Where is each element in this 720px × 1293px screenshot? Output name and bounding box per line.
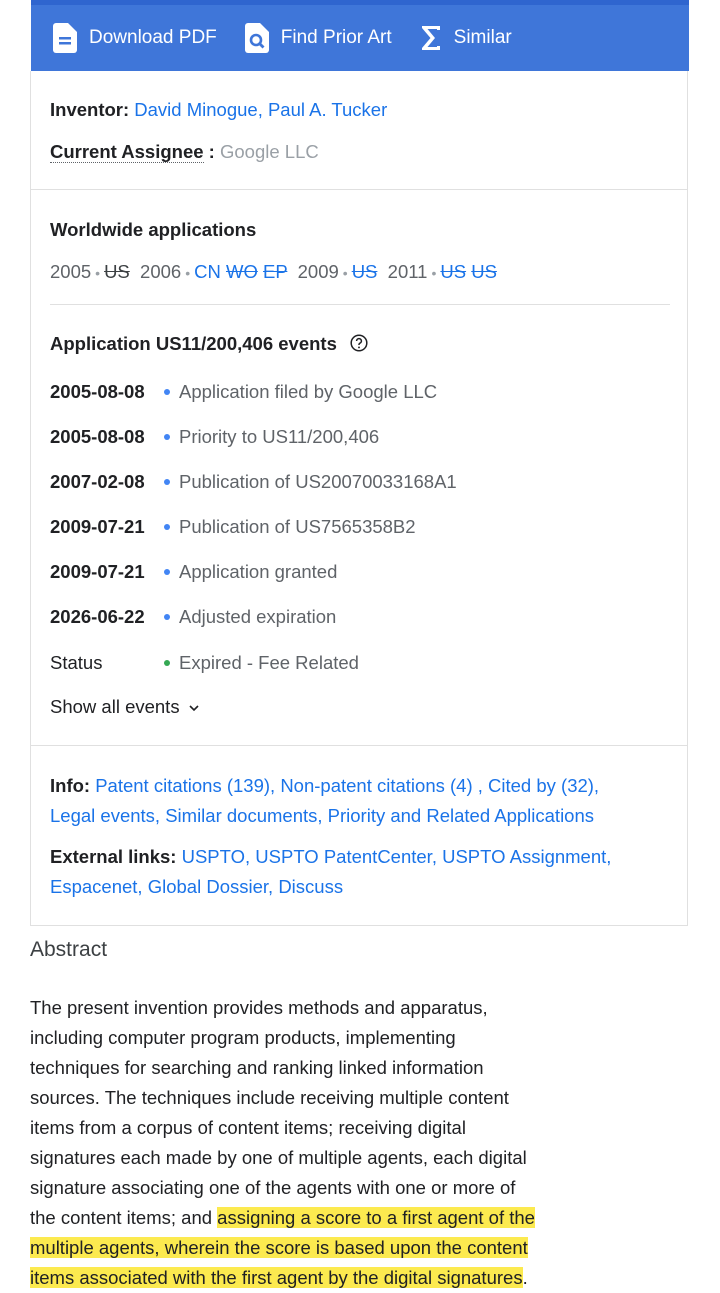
find-prior-art-button[interactable] (245, 23, 392, 53)
event-text: Publication of US7565358B2 (179, 516, 416, 537)
espacenet-link[interactable]: Espacenet, (50, 876, 143, 897)
event-dot (164, 389, 170, 395)
priority-related-link[interactable]: Priority and Related Applications (327, 805, 595, 826)
inventor-row: Inventor: David Minogue, Paul A. Tucker (50, 99, 388, 120)
year-2009: 2009 (297, 261, 339, 282)
year-2006: 2006 (140, 261, 182, 282)
country-code: US (104, 261, 130, 282)
cited-by-link[interactable]: Cited by (32), (488, 775, 600, 796)
abstract-body (30, 993, 590, 1293)
event-row (50, 381, 437, 403)
event-text: Publication of US20070033168A1 (179, 471, 457, 492)
event-date: 2005-08-08 (50, 426, 145, 447)
abstract-line (30, 1203, 590, 1233)
uspto-link[interactable]: USPTO, (181, 846, 251, 867)
status-label: Status (50, 652, 103, 673)
worldwide-timeline: 2005 • US 2006 • CN WO EP 2009 • US 2011 • US US (50, 261, 497, 282)
abstract-line: signatures each made by one of multiple agents, each digital (30, 1147, 527, 1168)
events-title: Application US11/200,406 events (50, 333, 337, 354)
assignee-row (50, 141, 319, 163)
inventor-label: Inventor: (50, 99, 130, 120)
event-text: Application granted (179, 561, 338, 582)
event-row (50, 516, 416, 538)
search-document-icon (245, 23, 269, 53)
global-dossier-link[interactable]: Global Dossier, (147, 876, 274, 897)
event-dot (164, 524, 170, 530)
download-pdf-button[interactable] (53, 23, 217, 53)
abstract-text: . (522, 1267, 528, 1288)
info-label: Info: (50, 775, 91, 796)
event-date: 2009-07-21 (50, 516, 145, 537)
chevron-down-icon (188, 703, 200, 713)
country-code-link[interactable]: WO (225, 261, 258, 282)
action-toolbar (31, 0, 689, 71)
abstract-text: the content items; and (30, 1207, 218, 1228)
event-row (50, 471, 457, 493)
status-text: Expired - Fee Related (179, 652, 359, 673)
country-code-link[interactable]: CN (194, 261, 221, 282)
assignee-label: Current Assignee (50, 141, 204, 162)
info-row-2 (50, 805, 594, 827)
abstract-line: including computer program products, implementing (30, 1027, 456, 1048)
external-links-row-2 (50, 876, 343, 898)
event-row (50, 561, 337, 583)
pdf-file-icon (53, 23, 77, 53)
divider (31, 189, 687, 190)
external-links-row (50, 846, 611, 868)
status-row (50, 652, 359, 674)
help-circle-icon[interactable] (350, 334, 368, 352)
worldwide-title: Worldwide applications (50, 219, 257, 240)
event-date: 2026-06-22 (50, 606, 145, 627)
highlighted-text: items associated with the first agent by the digital signatures (30, 1267, 523, 1288)
discuss-link[interactable]: Discuss (278, 876, 344, 897)
divider (50, 304, 670, 305)
abstract-title: Abstract (30, 938, 108, 961)
abstract-line: techniques for searching and ranking linked information (30, 1057, 484, 1078)
event-date: 2009-07-21 (50, 561, 145, 582)
non-patent-citations-link[interactable]: Non-patent citations (4) , (280, 775, 483, 796)
event-row (50, 426, 379, 448)
abstract-line (30, 1233, 590, 1263)
show-all-events-button[interactable] (50, 696, 200, 718)
show-all-events-label: Show all events (50, 696, 180, 717)
assignee-colon: : (203, 141, 220, 162)
patent-citations-link[interactable]: Patent citations (139), (95, 775, 276, 796)
inventor-link[interactable]: David Minogue (134, 99, 258, 120)
event-date: 2005-08-08 (50, 381, 145, 402)
info-row (50, 775, 599, 797)
event-dot (164, 479, 170, 485)
similar-button[interactable] (420, 25, 512, 51)
year-2011: 2011 (387, 261, 428, 282)
assignee-value: Google LLC (219, 141, 319, 162)
abstract-line (30, 1263, 590, 1293)
year-2005: 2005 (50, 261, 92, 282)
patent-info-card (30, 71, 688, 926)
abstract-line: sources. The techniques include receiving multiple content (30, 1087, 509, 1108)
uspto-patentcenter-link[interactable]: USPTO PatentCenter, (255, 846, 437, 867)
events-title-row (50, 333, 368, 355)
divider (31, 745, 687, 746)
event-text: Priority to US11/200,406 (179, 426, 380, 447)
sigma-icon (420, 25, 442, 51)
similar-label: Similar (453, 27, 512, 48)
external-links-label: External links: (50, 846, 177, 867)
abstract-line: items from a corpus of content items; receiving digital (30, 1117, 466, 1138)
event-dot (164, 569, 170, 575)
abstract-line: The present invention provides methods and apparatus, (30, 997, 488, 1018)
find-prior-art-label: Find Prior Art (280, 27, 392, 48)
event-date: 2007-02-08 (50, 471, 145, 492)
download-pdf-label: Download PDF (89, 27, 217, 48)
similar-documents-link[interactable]: Similar documents, (165, 805, 323, 826)
highlighted-text: assigning a score to a first agent of the (217, 1207, 535, 1228)
event-text: Application filed by Google LLC (179, 381, 438, 402)
inventor-link[interactable]: Paul A. Tucker (267, 99, 388, 120)
event-dot (164, 614, 170, 620)
legal-events-link[interactable]: Legal events, (50, 805, 161, 826)
event-row (50, 606, 336, 628)
highlighted-text: multiple agents, wherein the score is based upon the content (30, 1237, 528, 1258)
uspto-assignment-link[interactable]: USPTO Assignment, (442, 846, 612, 867)
abstract-line: signature associating one of the agents with one or more of (30, 1177, 516, 1198)
event-dot (164, 434, 170, 440)
status-dot (164, 660, 170, 666)
country-code-link[interactable]: US (440, 261, 467, 282)
country-code-link[interactable]: EP (262, 261, 288, 282)
country-code-link[interactable]: US (471, 261, 497, 282)
country-code-link[interactable]: US (351, 261, 378, 282)
event-text: Adjusted expiration (179, 606, 337, 627)
